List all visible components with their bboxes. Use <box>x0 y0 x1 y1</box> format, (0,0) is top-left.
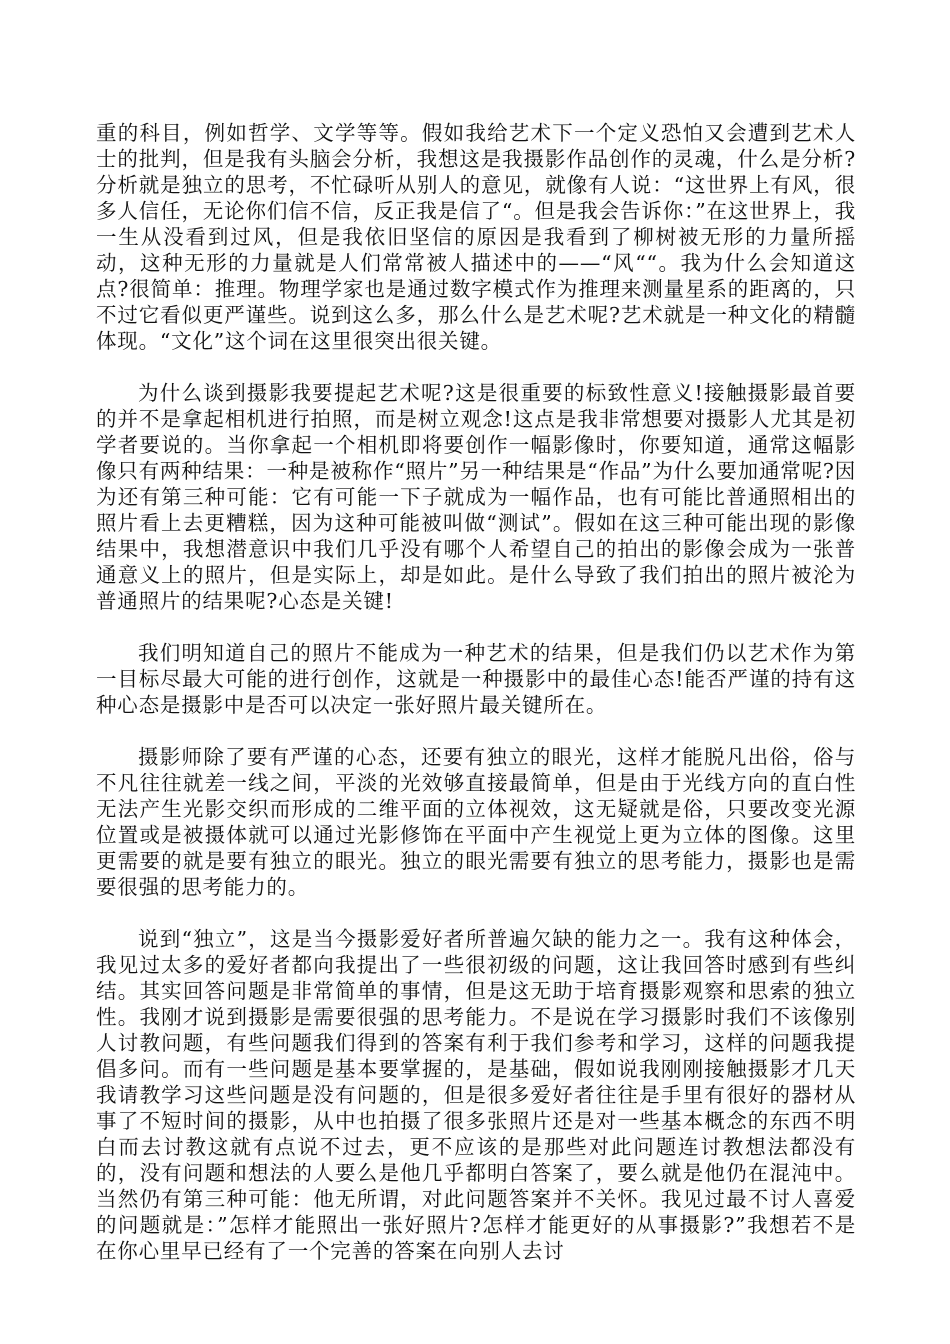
paragraph-5: 说到“独立”，这是当今摄影爱好者所普遍欠缺的能力之一。我有这种体会，我见过太多的爱好者都向我提出了一些很初级的问题，这让我回答时感到有些纠结。其实回答问题是非常简单的事情，但是这无助于培育摄影观察和思索的独立性。我刚才说到摄影是需要很强的思考能力。不是说在学习摄影时我们不该像别人讨教问题，有些问题我们得到的答案有利于我们参考和学习，这样的问题我提倡多问。而有一些问题是基本要掌握的，是基础，假如说我刚刚接触摄影才几天我请教学习这些问题是没有问题的，但是很多爱好者往往是手里有很好的器材从事了不短时间的摄影，从中也拍摄了很多张照片还是对一些基本概念的东西不明白而去讨教这就有点说不过去，更不应该的是那些对此问题连讨教想法都没有的，没有问题和想法的人要么是他几乎都明白答案了，要么就是他仍在混沌中。当然仍有第三种可能：他无所谓，对此问题答案并不关怀。我见过最不讨人喜爱的问题就是：”怎样才能照出一张好照片?怎样才能更好的从事摄影?”我想若不是在你心里早已经有了一个完善的答案在向别人去讨 <box>96 927 856 1263</box>
document-page <box>96 120 856 1290</box>
paragraph-2: 为什么谈到摄影我要提起艺术呢?这是很重要的标致性意义!接触摄影最首要的并不是拿起相机进行拍照，而是树立观念!这点是我非常想要对摄影人尤其是初学者要说的。当你拿起一个相机即将要创作一幅影像时，你要知道，通常这幅影像只有两种结果：一种是被称作“照片”另一种结果是“作品”为什么要加通常呢?因为还有第三种可能：它有可能一下子就成为一幅作品，也有可能比普通照相出的照片看上去更糟糕，因为这种可能被叫做“测试”。假如在这三种可能出现的影像结果中，我想潜意识中我们几乎没有哪个人希望自己的拍出的影像会成为一张普通意义上的照片，但是实际上，却是如此。是什么导致了我们拍出的照片被沦为普通照片的结果呢?心态是关键! <box>96 381 856 613</box>
paragraph-3: 我们明知道自己的照片不能成为一种艺术的结果，但是我们仍以艺术作为第一目标尽最大可能的进行创作，这就是一种摄影中的最佳心态!能否严谨的持有这种心态是摄影中是否可以决定一张好照片最关键所在。 <box>96 641 856 717</box>
paragraph-4: 摄影师除了要有严谨的心态，还要有独立的眼光，这样才能脱凡出俗，俗与不凡往往就差一线之间，平淡的光效够直接最简单，但是由于光线方向的直白性无法产生光影交织而形成的二维平面的立体视效，这无疑就是俗，只要改变光源位置或是被摄体就可以通过光影修饰在平面中产生视觉上更为立体的图像。这里更需要的就是要有独立的眼光。独立的眼光需要有独立的思考能力，摄影也是需要很强的思考能力的。 <box>96 745 856 899</box>
paragraph-1: 重的科目，例如哲学、文学等等。假如我给艺术下一个定义恐怕又会遭到艺术人士的批判，但是我有头脑会分析，我想这是我摄影作品创作的灵魂，什么是分析?分析就是独立的思考，不忙碌听从别人的意见，就像有人说：“这世界上有风，很多人信任，无论你们信不信，反正我是信了“。但是我会告诉你：”在这世界上，我一生从没看到过风，但是我依旧坚信的原因是我看到了柳树被无形的力量所摇动，这种无形的力量就是人们常常被人描述中的——“风““。我为什么会知道这点?很简单：推理。物理学家也是通过数字模式作为推理来测量星系的距离的，只不过它看似更严谨些。说到这么多，那么什么是艺术呢?艺术就是一种文化的精髓体现。“文化”这个词在这里很突出很关键。 <box>96 121 856 353</box>
